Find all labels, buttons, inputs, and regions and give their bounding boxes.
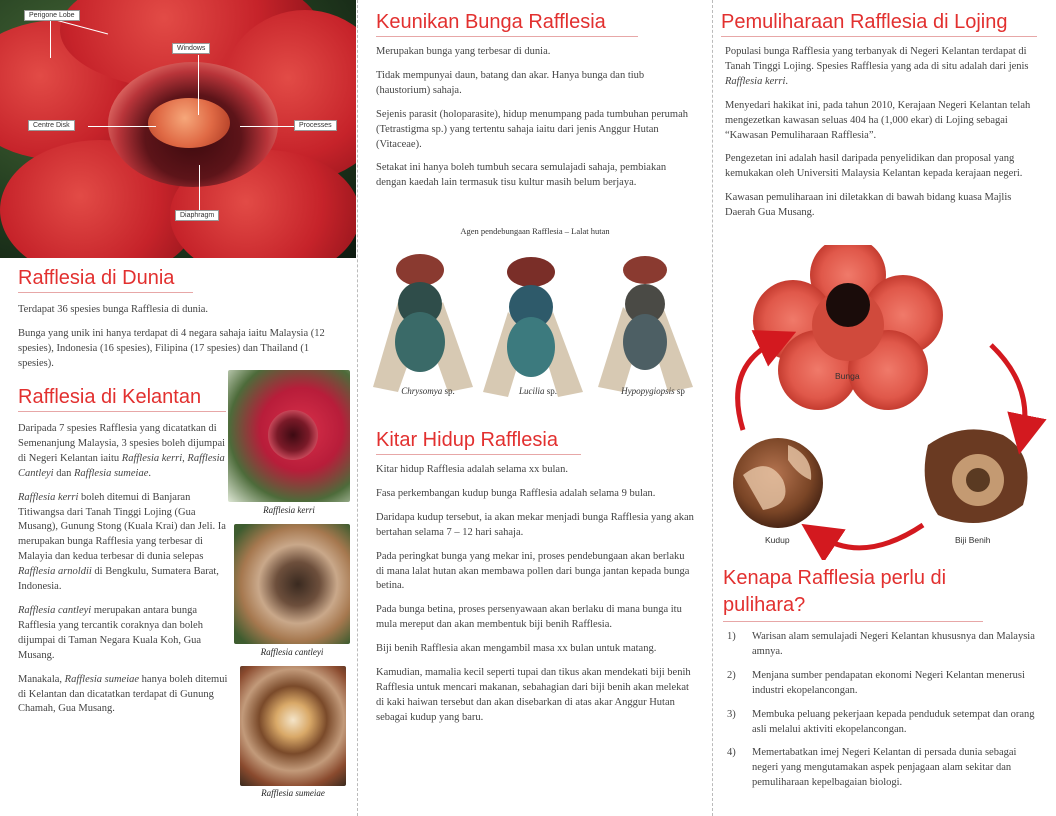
label-processes: Processes: [294, 120, 337, 131]
section-kelantan: [18, 385, 228, 726]
section-title: Kenapa Rafflesia perlu di pulihara?: [723, 565, 983, 622]
paragraph: Rafflesia cantleyi merupakan antara bunga Rafflesia yang tercantik coraknya dan boleh dijumpai di Taman Negara Kuala Koh, Gua Musang.: [18, 604, 203, 661]
leader-line: [198, 55, 199, 115]
rafflesia-cantleyi-photo: [234, 524, 350, 644]
cycle-bud-image: [733, 438, 823, 528]
cycle-seed-image: [925, 429, 1028, 523]
list-item: 2) Menjana sumber pendapatan ekonomi Negeri Kelantan menerusi industri ekopelancongan.: [727, 669, 1025, 696]
section-title: Rafflesia di Dunia: [18, 266, 193, 293]
leader-line: [88, 126, 156, 127]
section-keunikan: [376, 10, 694, 200]
paragraph: Biji benih Rafflesia akan mengambil masa xx bulan untuk matang.: [376, 643, 657, 655]
fly-label: Chrysomya sp.: [401, 386, 455, 396]
section-kenapa: [723, 565, 1045, 800]
section-title: Keunikan Bunga Rafflesia: [376, 10, 638, 37]
label-perigone-lobe: Perigone Lobe: [24, 10, 80, 21]
paragraph: Merupakan bunga yang terbesar di dunia.: [376, 46, 551, 57]
cycle-arrow: [818, 525, 923, 548]
section-pemuliharaan: [721, 10, 1043, 230]
fly-hypopygiopsis: [598, 256, 693, 392]
caption-cantleyi: Rafflesia cantleyi: [260, 647, 324, 657]
paragraph: Pengezetan ini adalah hasil daripada penyelidikan dan proposal yang kemukakan oleh Universiti Malaysia Kelantan kepada kerajaan negeri.: [725, 153, 1023, 180]
column-middle: [357, 0, 711, 816]
flower-center: [268, 410, 318, 460]
list-item: 1) Warisan alam semulajadi Negeri Kelantan khususnya dan Malaysia amnya.: [727, 631, 1035, 657]
label-diaphragm: Diaphragm: [175, 210, 219, 221]
column-left: [0, 0, 356, 816]
paragraph: Kitar hidup Rafflesia adalah selama xx bulan.: [376, 464, 568, 475]
section-dunia: [18, 266, 340, 381]
list-item: 3) Membuka peluang pekerjaan kepada penduduk setempat dan orang asli melalui aktiviti ekopelancongan.: [727, 708, 1035, 735]
paragraph: Populasi bunga Rafflesia yang terbanyak di Negeri Kelantan terdapat di Tanah Tinggi Lojing. Spesies Rafflesia yang ada di situ adalah dari jenis Rafflesia kerri.: [725, 46, 1029, 87]
caption-kerri: Rafflesia kerri: [263, 505, 315, 515]
paragraph: Terdapat 36 spesies bunga Rafflesia di dunia.: [18, 304, 209, 315]
section-title: Pemuliharaan Rafflesia di Lojing: [721, 10, 1037, 37]
list-item: 4) Memertabatkan imej Negeri Kelantan di persada dunia sebagai negeri yang mengutamakan aspek penjagaan alam sekitar dan pemuliharaan kepelbagaian biologi.: [727, 747, 1017, 789]
flies-caption: Agen pendebungaan Rafflesia – Lalat hutan: [460, 226, 610, 236]
column-right: [712, 0, 1056, 816]
leader-line: [199, 165, 200, 210]
section-kitar: [376, 428, 694, 735]
fly-label: Lucilia sp.: [518, 386, 558, 396]
label-windows: Windows: [172, 43, 210, 54]
paragraph: Kawasan pemuliharaan ini diletakkan di bawah bidang kuasa Majlis Daerah Gua Musang.: [725, 192, 1012, 219]
reasons-list: [723, 630, 1045, 791]
paragraph: Manakala, Rafflesia sumeiae hanya boleh ditemui di Kelantan dan dicatatkan terdapat di Gunung Chamah, Gua Musang.: [18, 673, 228, 715]
flies-illustration: [368, 242, 703, 402]
label-centre-disk: Centre Disk: [28, 120, 75, 131]
paragraph: Bunga yang unik ini hanya terdapat di 4 negara sahaja iaitu Malaysia (12 spesies), Indonesia (16 spesies), Filipina (17 spesies) dan Thailand (1 spesies).: [18, 327, 325, 369]
paragraph: Sejenis parasit (holoparasite), hidup menumpang pada tumbuhan perumah (Tetrastigma sp.) yang tertentu sahaja iaitu dari jenis Anggur Hutan (Vitaceae).: [376, 108, 689, 150]
cycle-arrow: [991, 345, 1025, 435]
centre-disk: [148, 98, 230, 148]
cycle-label-bunga: Bunga: [835, 371, 860, 381]
paragraph: Tidak mempunyai daun, batang dan akar. Hanya bunga dan tiub (haustorium) sahaja.: [376, 69, 645, 96]
fly-chrysomya: [373, 254, 473, 392]
cycle-label-biji-benih: Biji Benih: [955, 535, 991, 545]
paragraph: Menyedari hakikat ini, pada tahun 2010, Kerajaan Negeri Kelantan telah mengezetkan kawasan seluas 404 ha (1,000 ekar) di Lojing sebagai “Kawasan Pemuliharaan Rafflesia”.: [725, 99, 1031, 141]
rafflesia-sumeiae-photo: [240, 666, 346, 786]
leader-line: [240, 126, 295, 127]
caption-sumeiae: Rafflesia sumeiae: [261, 788, 325, 798]
section-title: Kitar Hidup Rafflesia: [376, 428, 581, 455]
fly-label: Hypopygiopsis sp: [621, 386, 685, 396]
paragraph: Setakat ini hanya boleh tumbuh secara semulajadi sahaja, pembiakan dengan kaedah lain termasuk tisu kultur masih belum berjaya.: [376, 162, 667, 189]
paragraph: Kamudian, mamalia kecil seperti tupai dan tikus akan mendekati biji benih Rafflesia untuk mencari makanan, sebahagian dari biji benih akan melekat di kaki haiwan tersebut dan akan disebarkan di atas akar Anggur Hutan sebagai kudup yang baru.: [376, 667, 691, 723]
paragraph: Pada peringkat bunga yang mekar ini, proses pendebungaan akan berlaku di mana lalat hutan akan membawa pollen dari bunga jantan kepada bunga betina.: [376, 550, 690, 592]
paragraph: Rafflesia kerri boleh ditemui di Banjaran Titiwangsa dari Tanah Tinggi Lojing (Gua Musang), Gunung Stong (Kuala Krai) dan Jeli. Ia merupakan bunga Rafflesia yang terbesar di Malayia dan kedua terbesar di dunia selepas Rafflesia arnoldii di Bengkulu, Sumatera Barat, Indonesia.: [18, 491, 226, 593]
cycle-bloom-image: [753, 245, 943, 410]
fly-lucilia: [483, 257, 583, 397]
life-cycle-diagram: [723, 245, 1053, 560]
cycle-label-kudup: Kudup: [765, 535, 790, 545]
leader-line: [50, 18, 51, 58]
rafflesia-anatomy-photo: [0, 0, 356, 258]
paragraph: Fasa perkembangan kudup bunga Rafflesia adalah selama 9 bulan.: [376, 487, 656, 499]
paragraph: Pada bunga betina, proses persenyawaan akan berlaku di mana bunga itu mula mereput dan akan membentuk biji benih Rafflesia.: [376, 604, 682, 631]
paragraph: Daripada 7 spesies Rafflesia yang dicatatkan di Semenanjung Malaysia, 3 spesies boleh dijumpai di Negeri Kelantan iaitu Rafflesia kerri, Rafflesia Cantleyi dan Rafflesia sumeiae.: [18, 423, 226, 479]
section-title: Rafflesia di Kelantan: [18, 385, 226, 412]
rafflesia-kerri-photo: [228, 370, 350, 502]
paragraph: Daridapa kudup tersebut, ia akan mekar menjadi bunga Rafflesia yang akan bertahan selama 7 – 12 hari sahaja.: [376, 511, 694, 538]
